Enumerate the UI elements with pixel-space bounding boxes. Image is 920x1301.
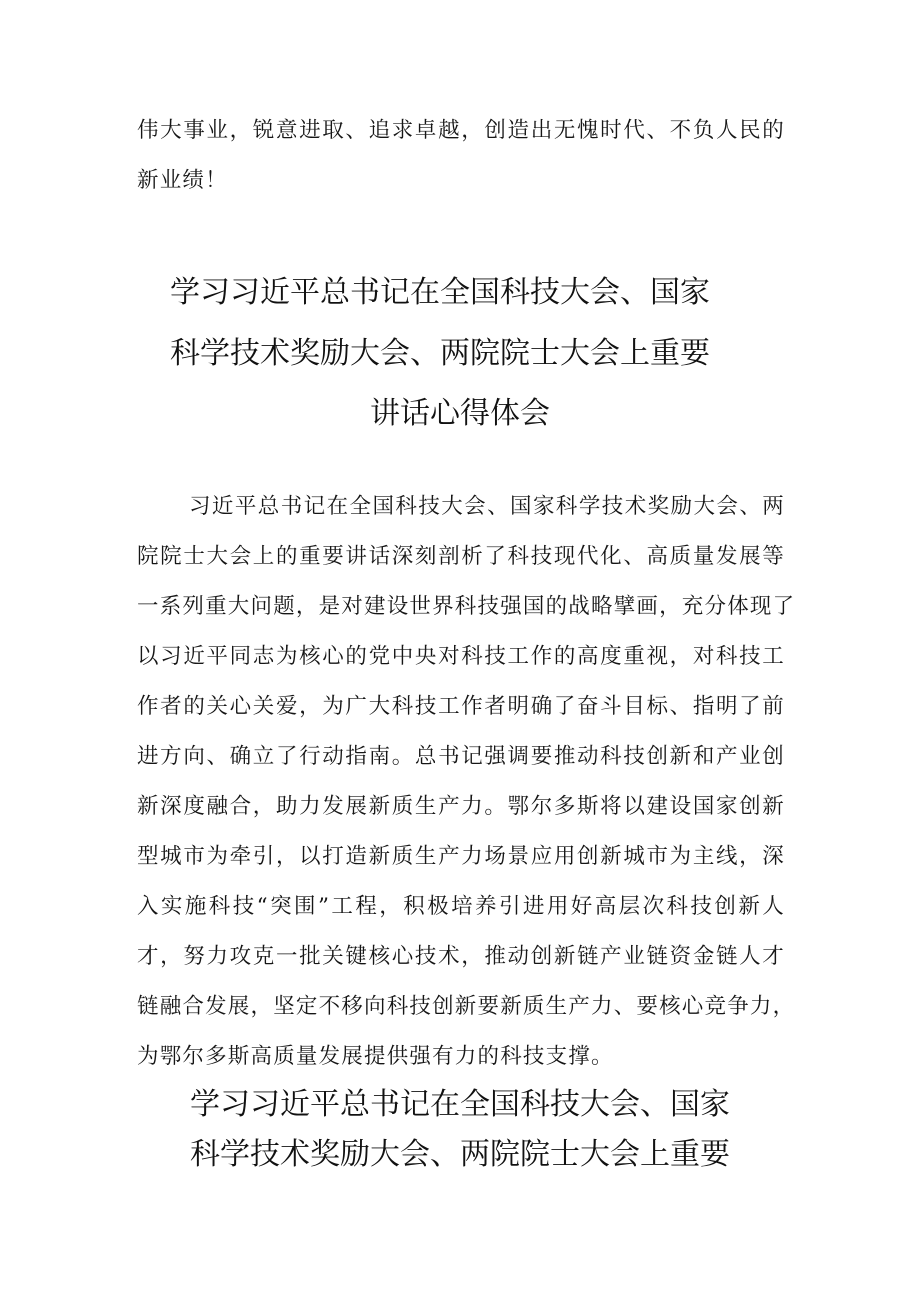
body-line: 一系列重大问题，是对建设世界科技强国的战略擘画，充分体现了	[137, 594, 796, 619]
body-line: 链融合发展，坚定不移向科技创新要新质生产力、要核心竞争力，	[137, 994, 796, 1019]
section-title-line: 讲话心得体会	[370, 396, 550, 431]
section-title-line: 学习习近平总书记在全国科技大会、国家	[170, 275, 710, 310]
body-line: 进方向、确立了行动指南。总书记强调要推动科技创新和产业创	[137, 744, 785, 769]
paragraph-line: 新业绩！	[137, 168, 228, 193]
section-title-line: 学习习近平总书记在全国科技大会、国家	[190, 1087, 730, 1122]
body-line: 新深度融合，助力发展新质生产力。鄂尔多斯将以建设国家创新	[137, 794, 785, 819]
body-line: 为鄂尔多斯高质量发展提供强有力的科技支撑。	[137, 1044, 614, 1069]
body-line: 院院士大会上的重要讲话深刻剖析了科技现代化、高质量发展等	[137, 544, 785, 569]
body-line: 以习近平同志为核心的党中央对科技工作的高度重视，对科技工	[137, 644, 785, 669]
body-line: 入实施科技“突围”工程，积极培养引进用好高层次科技创新人	[137, 894, 785, 919]
paragraph-line: 伟大事业，锐意进取、追求卓越，创造出无愧时代、不负人民的	[137, 118, 785, 143]
body-line: 才，努力攻克一批关键核心技术，推动创新链产业链资金链人才	[137, 944, 785, 969]
body-line: 习近平总书记在全国科技大会、国家科学技术奖励大会、两	[189, 494, 785, 519]
body-line: 作者的关心关爱，为广大科技工作者明确了奋斗目标、指明了前	[137, 694, 785, 719]
section-title-line: 科学技术奖励大会、两院院士大会上重要	[190, 1137, 730, 1172]
body-line: 型城市为牵引，以打造新质生产力场景应用创新城市为主线，深	[137, 844, 785, 869]
section-title-line: 科学技术奖励大会、两院院士大会上重要	[170, 336, 710, 371]
